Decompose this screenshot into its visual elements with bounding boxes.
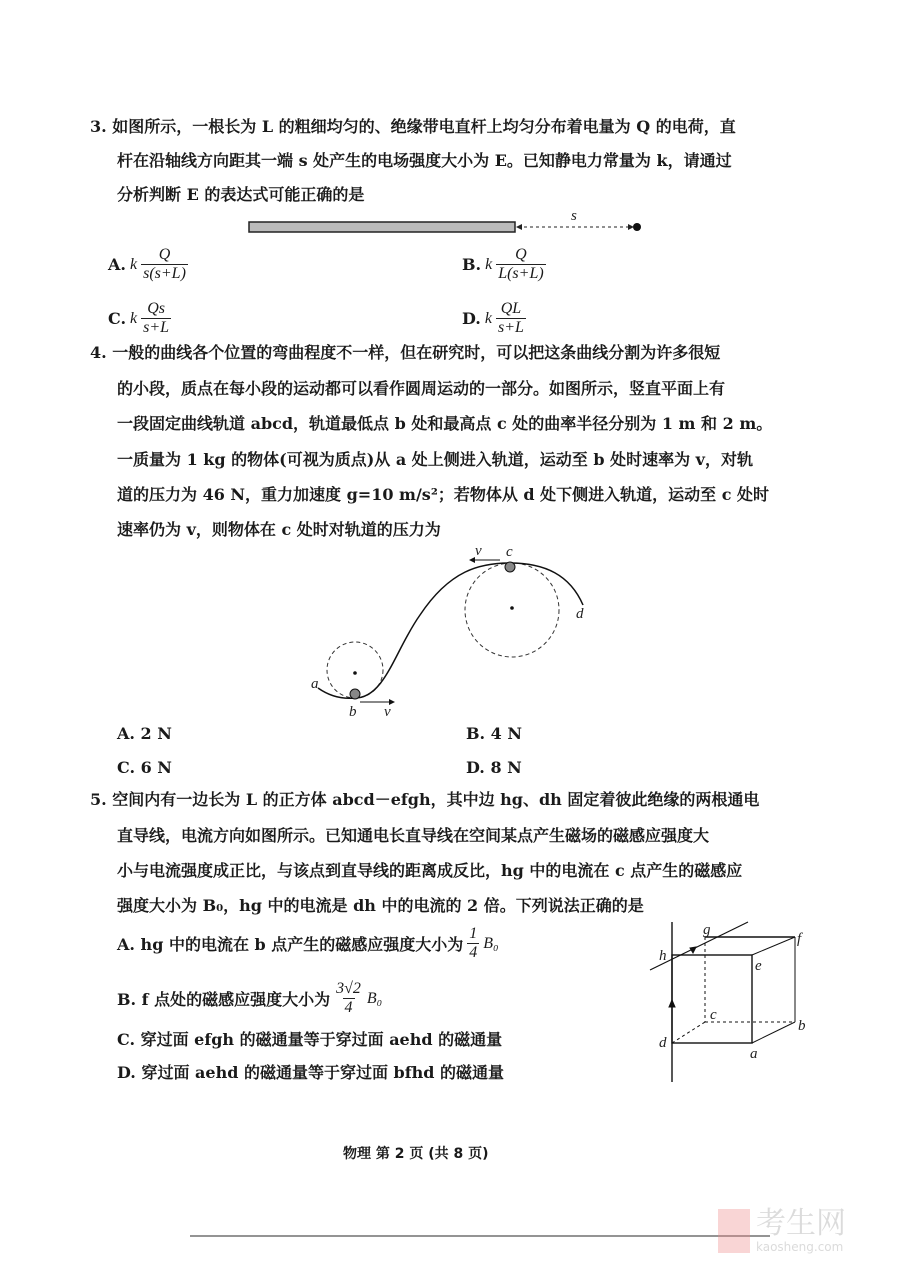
watermark-brand: 考生网	[756, 1206, 846, 1241]
q3-option-b[interactable]	[462, 246, 546, 283]
watermark	[718, 1208, 846, 1254]
option-k: k	[129, 255, 138, 273]
q4-line-5: 道的压力为 46 N，重力加速度 g=10 m/s²；若物体从 d 处下侧进入轨道，运动至 c 处时	[117, 485, 770, 504]
option-letter: A.	[108, 255, 126, 274]
label-a: a	[750, 1046, 758, 1062]
q3-line-2: 杆在沿轴线方向距其一端 s 处产生的电场强度大小为 E。已知静电力常量为 k，请通过	[117, 151, 732, 170]
option-fraction	[334, 980, 363, 1017]
option-letter: C.	[108, 309, 127, 328]
numerator: Q	[158, 246, 171, 263]
option-fraction	[141, 246, 188, 283]
denominator: 4	[344, 999, 353, 1016]
q5-line-1: 5. 空间内有一边长为 L 的正方体 abcd－efgh，其中边 hg、dh 固定着彼此绝缘的两根通电	[90, 790, 760, 809]
q4-line-4: 一质量为 1 kg 的物体(可视为质点)从 a 处上侧进入轨道，运动至 b 处时速率为 v，对轨	[117, 450, 753, 469]
q4-option-c[interactable]: C. 6 N	[117, 758, 172, 777]
q4-line-3: 一段固定曲线轨道 abcd，轨道最低点 b 处和最高点 c 处的曲率半径分别为 1 m 和 2 m。	[117, 414, 773, 433]
q5-option-c[interactable]: C. 穿过面 efgh 的磁通量等于穿过面 aehd 的磁通量	[117, 1030, 503, 1049]
option-fraction	[467, 925, 479, 962]
numerator: 1	[469, 925, 478, 942]
q4-line-1: 4. 一般的曲线各个位置的弯曲程度不一样，但在研究时，可以把这条曲线分割为许多很短	[90, 343, 721, 362]
label-e: e	[755, 958, 762, 974]
label-h: h	[659, 948, 667, 964]
option-text: B. f 点处的磁感应强度大小为	[117, 990, 331, 1009]
page-footer: 物理 第 2 页 (共 8 页)	[343, 1146, 489, 1162]
q5-line-3: 小与电流强度成正比，与该点到直导线的距离成反比，hg 中的电流在 c 点产生的磁感应	[117, 861, 743, 880]
label-b: b	[349, 704, 357, 720]
label-d: d	[576, 606, 584, 622]
label-f: f	[797, 931, 802, 947]
q3-line-3: 分析判断 E 的表达式可能正确的是	[117, 185, 365, 204]
option-k: k	[485, 255, 493, 273]
q5-option-d[interactable]: D. 穿过面 aehd 的磁通量等于穿过面 bfhd 的磁通量	[117, 1063, 504, 1082]
option-fraction	[496, 300, 526, 337]
q3-line-1: 3. 如图所示，一根长为 L 的粗细均匀的、绝缘带电直杆上均匀分布着电量为 Q 的电荷，直	[90, 117, 736, 136]
q3-option-a[interactable]	[108, 246, 188, 283]
option-fraction	[496, 246, 545, 283]
label-v-top: v	[475, 543, 482, 559]
q5-option-b[interactable]	[117, 980, 382, 1017]
numerator: Q	[515, 246, 527, 263]
numerator: Qs	[147, 300, 165, 317]
label-b: b	[798, 1018, 806, 1034]
option-letter: D.	[462, 309, 481, 328]
option-tail: B₀	[366, 989, 383, 1007]
watermark-logo-icon	[718, 1209, 750, 1253]
q4-line-2: 的小段，质点在每小段的运动都可以看作圆周运动的一部分。如图所示，竖直平面上有	[117, 379, 726, 398]
numerator: 3√2	[336, 980, 361, 997]
label-a: a	[311, 676, 319, 692]
denominator: s+L	[143, 319, 170, 336]
label-d: d	[659, 1035, 667, 1051]
charged-rod-figure	[249, 208, 641, 232]
q4-option-b[interactable]: B. 4 N	[466, 724, 522, 743]
label-c: c	[506, 544, 513, 560]
option-k: k	[484, 309, 492, 327]
option-letter: B.	[462, 255, 482, 274]
q4-line-6: 速率仍为 v，则物体在 c 处时对轨道的压力为	[117, 520, 441, 539]
q5-option-a[interactable]	[117, 925, 499, 962]
label-s: s	[571, 208, 577, 224]
numerator: QL	[500, 300, 522, 317]
q3-option-d[interactable]	[462, 300, 526, 337]
cube-figure	[650, 922, 795, 1082]
denominator: s(s+L)	[143, 265, 186, 282]
denominator: L(s+L)	[498, 265, 544, 282]
option-tail: B₀	[483, 934, 499, 952]
q4-option-d[interactable]: D. 8 N	[466, 758, 522, 777]
q4-option-a[interactable]: A. 2 N	[117, 724, 172, 743]
cube-labels	[659, 922, 806, 1062]
label-v-bottom: v	[384, 704, 391, 720]
option-text: A. hg 中的电流在 b 点产生的磁感应强度大小为	[117, 935, 464, 954]
q5-line-2: 直导线，电流方向如图所示。已知通电长直导线在空间某点产生磁场的磁感应强度大	[117, 826, 710, 845]
curved-track-figure	[311, 543, 584, 720]
label-c: c	[710, 1007, 717, 1023]
denominator: s+L	[497, 319, 524, 336]
watermark-url: kaosheng.com	[756, 1240, 844, 1254]
q3-option-c[interactable]	[108, 300, 171, 337]
denominator: 4	[469, 944, 478, 961]
option-fraction	[141, 300, 171, 337]
option-k: k	[130, 309, 138, 327]
q5-line-4: 强度大小为 B₀，hg 中的电流是 dh 中的电流的 2 倍。下列说法正确的是	[117, 896, 644, 915]
label-g: g	[703, 922, 711, 938]
